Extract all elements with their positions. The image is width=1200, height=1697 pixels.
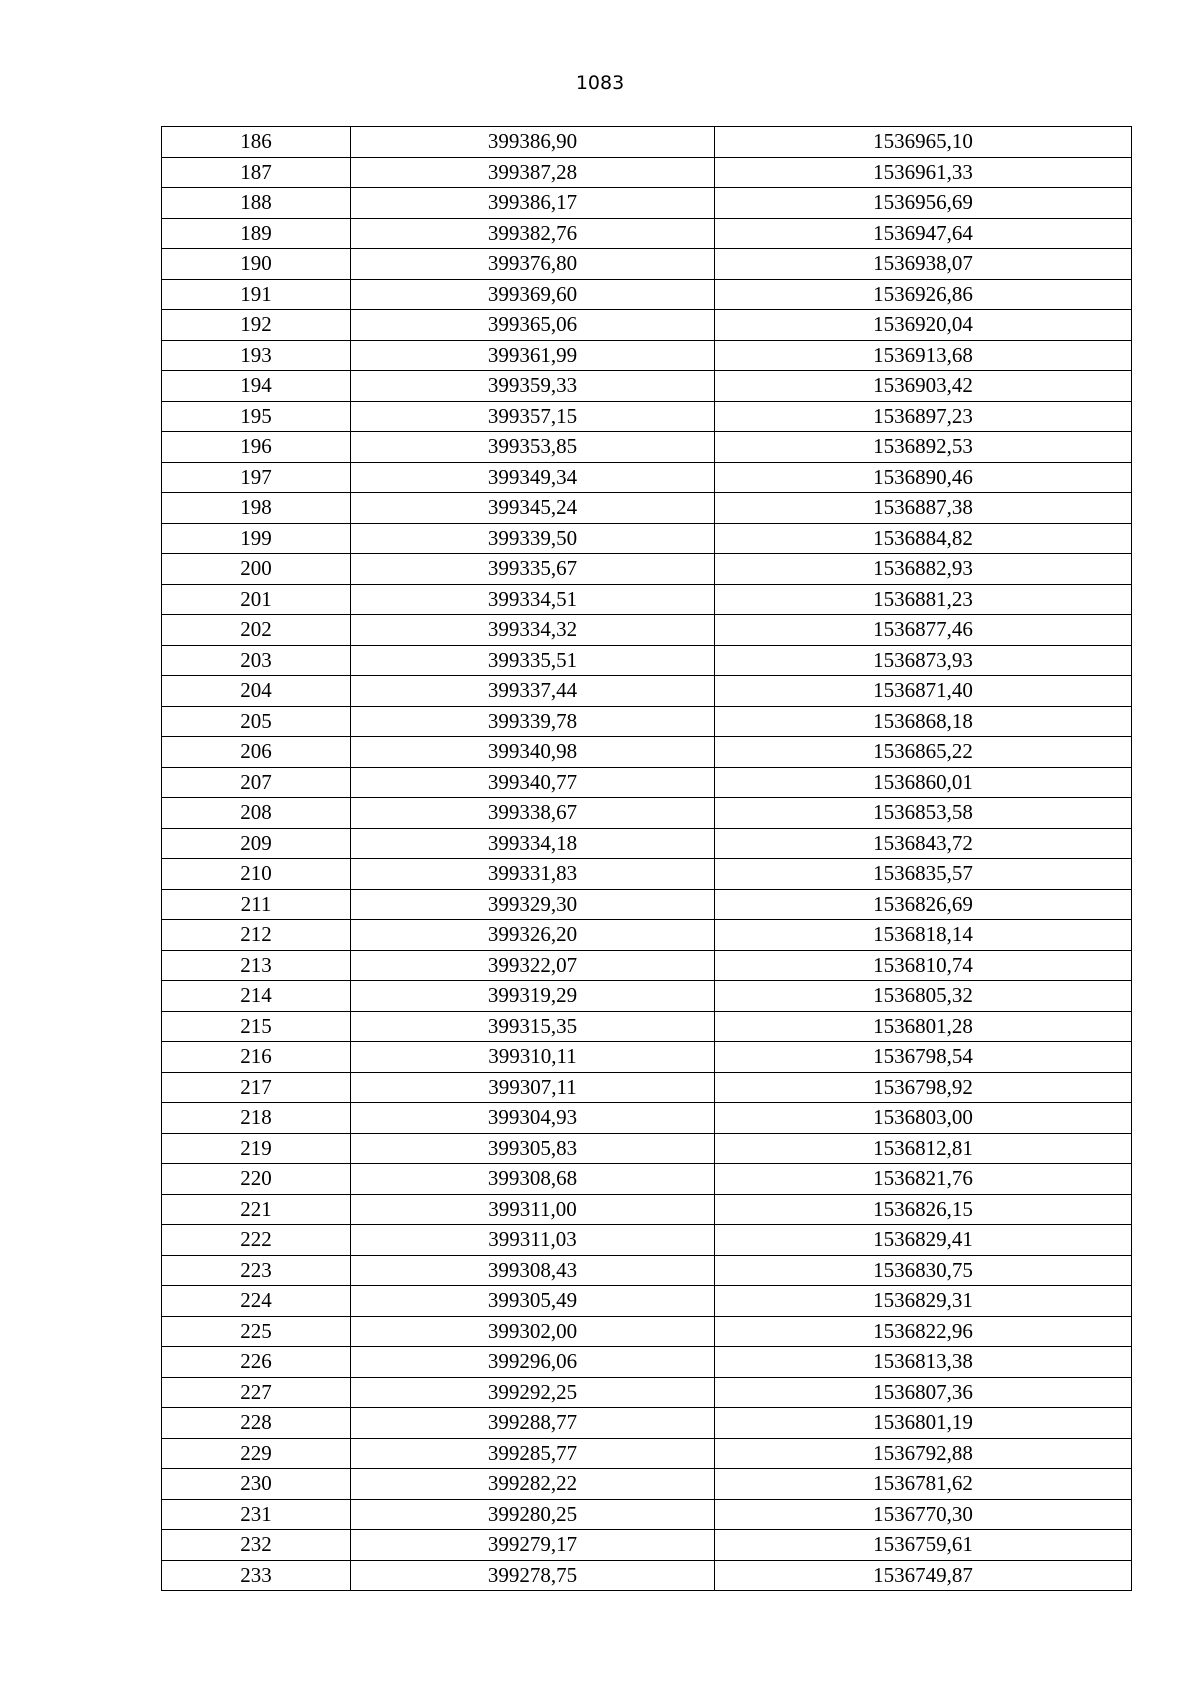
point-number-cell: 232 <box>162 1530 351 1561</box>
y-coordinate-cell: 1536805,32 <box>715 981 1132 1012</box>
table-row <box>162 737 1132 768</box>
x-coordinate-cell: 399376,80 <box>351 249 715 280</box>
x-coordinate-cell: 399280,25 <box>351 1499 715 1530</box>
table-row <box>162 310 1132 341</box>
table-row <box>162 462 1132 493</box>
table-row <box>162 676 1132 707</box>
x-coordinate-cell: 399305,83 <box>351 1133 715 1164</box>
table-row <box>162 798 1132 829</box>
point-number-cell: 194 <box>162 371 351 402</box>
y-coordinate-cell: 1536759,61 <box>715 1530 1132 1561</box>
x-coordinate-cell: 399353,85 <box>351 432 715 463</box>
table-row <box>162 1286 1132 1317</box>
y-coordinate-cell: 1536913,68 <box>715 340 1132 371</box>
x-coordinate-cell: 399315,35 <box>351 1011 715 1042</box>
point-number-cell: 219 <box>162 1133 351 1164</box>
table-row <box>162 1133 1132 1164</box>
point-number-cell: 228 <box>162 1408 351 1439</box>
y-coordinate-cell: 1536830,75 <box>715 1255 1132 1286</box>
x-coordinate-cell: 399335,51 <box>351 645 715 676</box>
y-coordinate-cell: 1536956,69 <box>715 188 1132 219</box>
point-number-cell: 207 <box>162 767 351 798</box>
table-row <box>162 645 1132 676</box>
y-coordinate-cell: 1536770,30 <box>715 1499 1132 1530</box>
point-number-cell: 187 <box>162 157 351 188</box>
table-row <box>162 981 1132 1012</box>
x-coordinate-cell: 399305,49 <box>351 1286 715 1317</box>
point-number-cell: 200 <box>162 554 351 585</box>
table-row <box>162 584 1132 615</box>
y-coordinate-cell: 1536887,38 <box>715 493 1132 524</box>
point-number-cell: 205 <box>162 706 351 737</box>
table-row <box>162 1225 1132 1256</box>
table-row <box>162 1164 1132 1195</box>
table-row <box>162 1042 1132 1073</box>
x-coordinate-cell: 399322,07 <box>351 950 715 981</box>
page-number: 1083 <box>575 72 625 94</box>
x-coordinate-cell: 399279,17 <box>351 1530 715 1561</box>
x-coordinate-cell: 399292,25 <box>351 1377 715 1408</box>
point-number-cell: 195 <box>162 401 351 432</box>
table-row <box>162 859 1132 890</box>
table-row <box>162 554 1132 585</box>
y-coordinate-cell: 1536829,31 <box>715 1286 1132 1317</box>
x-coordinate-cell: 399334,51 <box>351 584 715 615</box>
x-coordinate-cell: 399319,29 <box>351 981 715 1012</box>
point-number-cell: 227 <box>162 1377 351 1408</box>
y-coordinate-cell: 1536881,23 <box>715 584 1132 615</box>
point-number-cell: 188 <box>162 188 351 219</box>
x-coordinate-cell: 399338,67 <box>351 798 715 829</box>
y-coordinate-cell: 1536884,82 <box>715 523 1132 554</box>
x-coordinate-cell: 399334,32 <box>351 615 715 646</box>
x-coordinate-cell: 399278,75 <box>351 1560 715 1591</box>
table-row <box>162 1530 1132 1561</box>
x-coordinate-cell: 399329,30 <box>351 889 715 920</box>
x-coordinate-cell: 399340,98 <box>351 737 715 768</box>
table-row <box>162 1072 1132 1103</box>
x-coordinate-cell: 399311,00 <box>351 1194 715 1225</box>
y-coordinate-cell: 1536781,62 <box>715 1469 1132 1500</box>
x-coordinate-cell: 399339,78 <box>351 706 715 737</box>
x-coordinate-cell: 399339,50 <box>351 523 715 554</box>
x-coordinate-cell: 399288,77 <box>351 1408 715 1439</box>
y-coordinate-cell: 1536803,00 <box>715 1103 1132 1134</box>
point-number-cell: 214 <box>162 981 351 1012</box>
x-coordinate-cell: 399337,44 <box>351 676 715 707</box>
x-coordinate-cell: 399310,11 <box>351 1042 715 1073</box>
y-coordinate-cell: 1536792,88 <box>715 1438 1132 1469</box>
x-coordinate-cell: 399311,03 <box>351 1225 715 1256</box>
y-coordinate-cell: 1536798,92 <box>715 1072 1132 1103</box>
y-coordinate-cell: 1536882,93 <box>715 554 1132 585</box>
y-coordinate-cell: 1536877,46 <box>715 615 1132 646</box>
table-row <box>162 920 1132 951</box>
table-row <box>162 889 1132 920</box>
x-coordinate-cell: 399357,15 <box>351 401 715 432</box>
y-coordinate-cell: 1536749,87 <box>715 1560 1132 1591</box>
point-number-cell: 210 <box>162 859 351 890</box>
y-coordinate-cell: 1536860,01 <box>715 767 1132 798</box>
table-row <box>162 371 1132 402</box>
table-row <box>162 615 1132 646</box>
x-coordinate-cell: 399282,22 <box>351 1469 715 1500</box>
table-row <box>162 432 1132 463</box>
point-number-cell: 224 <box>162 1286 351 1317</box>
point-number-cell: 233 <box>162 1560 351 1591</box>
y-coordinate-cell: 1536926,86 <box>715 279 1132 310</box>
point-number-cell: 218 <box>162 1103 351 1134</box>
y-coordinate-cell: 1536853,58 <box>715 798 1132 829</box>
table-row <box>162 1560 1132 1591</box>
x-coordinate-cell: 399331,83 <box>351 859 715 890</box>
table-row <box>162 401 1132 432</box>
y-coordinate-cell: 1536868,18 <box>715 706 1132 737</box>
point-number-cell: 213 <box>162 950 351 981</box>
point-number-cell: 216 <box>162 1042 351 1073</box>
y-coordinate-cell: 1536897,23 <box>715 401 1132 432</box>
table-row <box>162 493 1132 524</box>
x-coordinate-cell: 399334,18 <box>351 828 715 859</box>
y-coordinate-cell: 1536903,42 <box>715 371 1132 402</box>
point-number-cell: 203 <box>162 645 351 676</box>
point-number-cell: 193 <box>162 340 351 371</box>
x-coordinate-cell: 399302,00 <box>351 1316 715 1347</box>
table-row <box>162 1316 1132 1347</box>
x-coordinate-cell: 399359,33 <box>351 371 715 402</box>
x-coordinate-cell: 399296,06 <box>351 1347 715 1378</box>
point-number-cell: 212 <box>162 920 351 951</box>
point-number-cell: 189 <box>162 218 351 249</box>
point-number-cell: 206 <box>162 737 351 768</box>
point-number-cell: 221 <box>162 1194 351 1225</box>
y-coordinate-cell: 1536920,04 <box>715 310 1132 341</box>
point-number-cell: 190 <box>162 249 351 280</box>
x-coordinate-cell: 399308,43 <box>351 1255 715 1286</box>
table-row <box>162 1499 1132 1530</box>
point-number-cell: 225 <box>162 1316 351 1347</box>
point-number-cell: 211 <box>162 889 351 920</box>
y-coordinate-cell: 1536890,46 <box>715 462 1132 493</box>
point-number-cell: 192 <box>162 310 351 341</box>
point-number-cell: 204 <box>162 676 351 707</box>
x-coordinate-cell: 399340,77 <box>351 767 715 798</box>
table-row <box>162 279 1132 310</box>
x-coordinate-cell: 399308,68 <box>351 1164 715 1195</box>
x-coordinate-cell: 399285,77 <box>351 1438 715 1469</box>
y-coordinate-cell: 1536843,72 <box>715 828 1132 859</box>
y-coordinate-cell: 1536892,53 <box>715 432 1132 463</box>
y-coordinate-cell: 1536947,64 <box>715 218 1132 249</box>
x-coordinate-cell: 399382,76 <box>351 218 715 249</box>
y-coordinate-cell: 1536961,33 <box>715 157 1132 188</box>
table-row <box>162 1469 1132 1500</box>
point-number-cell: 229 <box>162 1438 351 1469</box>
coordinates-table-body <box>162 127 1132 1591</box>
y-coordinate-cell: 1536835,57 <box>715 859 1132 890</box>
x-coordinate-cell: 399345,24 <box>351 493 715 524</box>
table-row <box>162 157 1132 188</box>
x-coordinate-cell: 399304,93 <box>351 1103 715 1134</box>
point-number-cell: 222 <box>162 1225 351 1256</box>
point-number-cell: 197 <box>162 462 351 493</box>
table-row <box>162 1408 1132 1439</box>
point-number-cell: 217 <box>162 1072 351 1103</box>
table-row <box>162 127 1132 158</box>
table-row <box>162 706 1132 737</box>
point-number-cell: 199 <box>162 523 351 554</box>
y-coordinate-cell: 1536801,28 <box>715 1011 1132 1042</box>
x-coordinate-cell: 399365,06 <box>351 310 715 341</box>
x-coordinate-cell: 399361,99 <box>351 340 715 371</box>
y-coordinate-cell: 1536801,19 <box>715 1408 1132 1439</box>
y-coordinate-cell: 1536821,76 <box>715 1164 1132 1195</box>
point-number-cell: 208 <box>162 798 351 829</box>
table-row <box>162 1255 1132 1286</box>
point-number-cell: 223 <box>162 1255 351 1286</box>
point-number-cell: 220 <box>162 1164 351 1195</box>
point-number-cell: 230 <box>162 1469 351 1500</box>
point-number-cell: 191 <box>162 279 351 310</box>
y-coordinate-cell: 1536965,10 <box>715 127 1132 158</box>
table-row <box>162 1438 1132 1469</box>
y-coordinate-cell: 1536813,38 <box>715 1347 1132 1378</box>
point-number-cell: 226 <box>162 1347 351 1378</box>
table-row <box>162 188 1132 219</box>
point-number-cell: 201 <box>162 584 351 615</box>
y-coordinate-cell: 1536826,69 <box>715 889 1132 920</box>
table-row <box>162 767 1132 798</box>
y-coordinate-cell: 1536822,96 <box>715 1316 1132 1347</box>
y-coordinate-cell: 1536873,93 <box>715 645 1132 676</box>
point-number-cell: 231 <box>162 1499 351 1530</box>
x-coordinate-cell: 399387,28 <box>351 157 715 188</box>
x-coordinate-cell: 399335,67 <box>351 554 715 585</box>
x-coordinate-cell: 399307,11 <box>351 1072 715 1103</box>
point-number-cell: 196 <box>162 432 351 463</box>
table-row <box>162 1347 1132 1378</box>
point-number-cell: 198 <box>162 493 351 524</box>
y-coordinate-cell: 1536871,40 <box>715 676 1132 707</box>
table-row <box>162 523 1132 554</box>
y-coordinate-cell: 1536938,07 <box>715 249 1132 280</box>
table-row <box>162 1194 1132 1225</box>
y-coordinate-cell: 1536865,22 <box>715 737 1132 768</box>
table-row <box>162 1377 1132 1408</box>
y-coordinate-cell: 1536798,54 <box>715 1042 1132 1073</box>
coordinates-table <box>161 126 1132 1591</box>
point-number-cell: 202 <box>162 615 351 646</box>
table-row <box>162 218 1132 249</box>
table-row <box>162 340 1132 371</box>
y-coordinate-cell: 1536829,41 <box>715 1225 1132 1256</box>
x-coordinate-cell: 399386,90 <box>351 127 715 158</box>
x-coordinate-cell: 399386,17 <box>351 188 715 219</box>
table-row <box>162 950 1132 981</box>
y-coordinate-cell: 1536826,15 <box>715 1194 1132 1225</box>
table-row <box>162 828 1132 859</box>
y-coordinate-cell: 1536812,81 <box>715 1133 1132 1164</box>
x-coordinate-cell: 399369,60 <box>351 279 715 310</box>
y-coordinate-cell: 1536818,14 <box>715 920 1132 951</box>
point-number-cell: 186 <box>162 127 351 158</box>
table-row <box>162 249 1132 280</box>
point-number-cell: 215 <box>162 1011 351 1042</box>
y-coordinate-cell: 1536807,36 <box>715 1377 1132 1408</box>
table-row <box>162 1011 1132 1042</box>
x-coordinate-cell: 399349,34 <box>351 462 715 493</box>
x-coordinate-cell: 399326,20 <box>351 920 715 951</box>
y-coordinate-cell: 1536810,74 <box>715 950 1132 981</box>
point-number-cell: 209 <box>162 828 351 859</box>
table-row <box>162 1103 1132 1134</box>
